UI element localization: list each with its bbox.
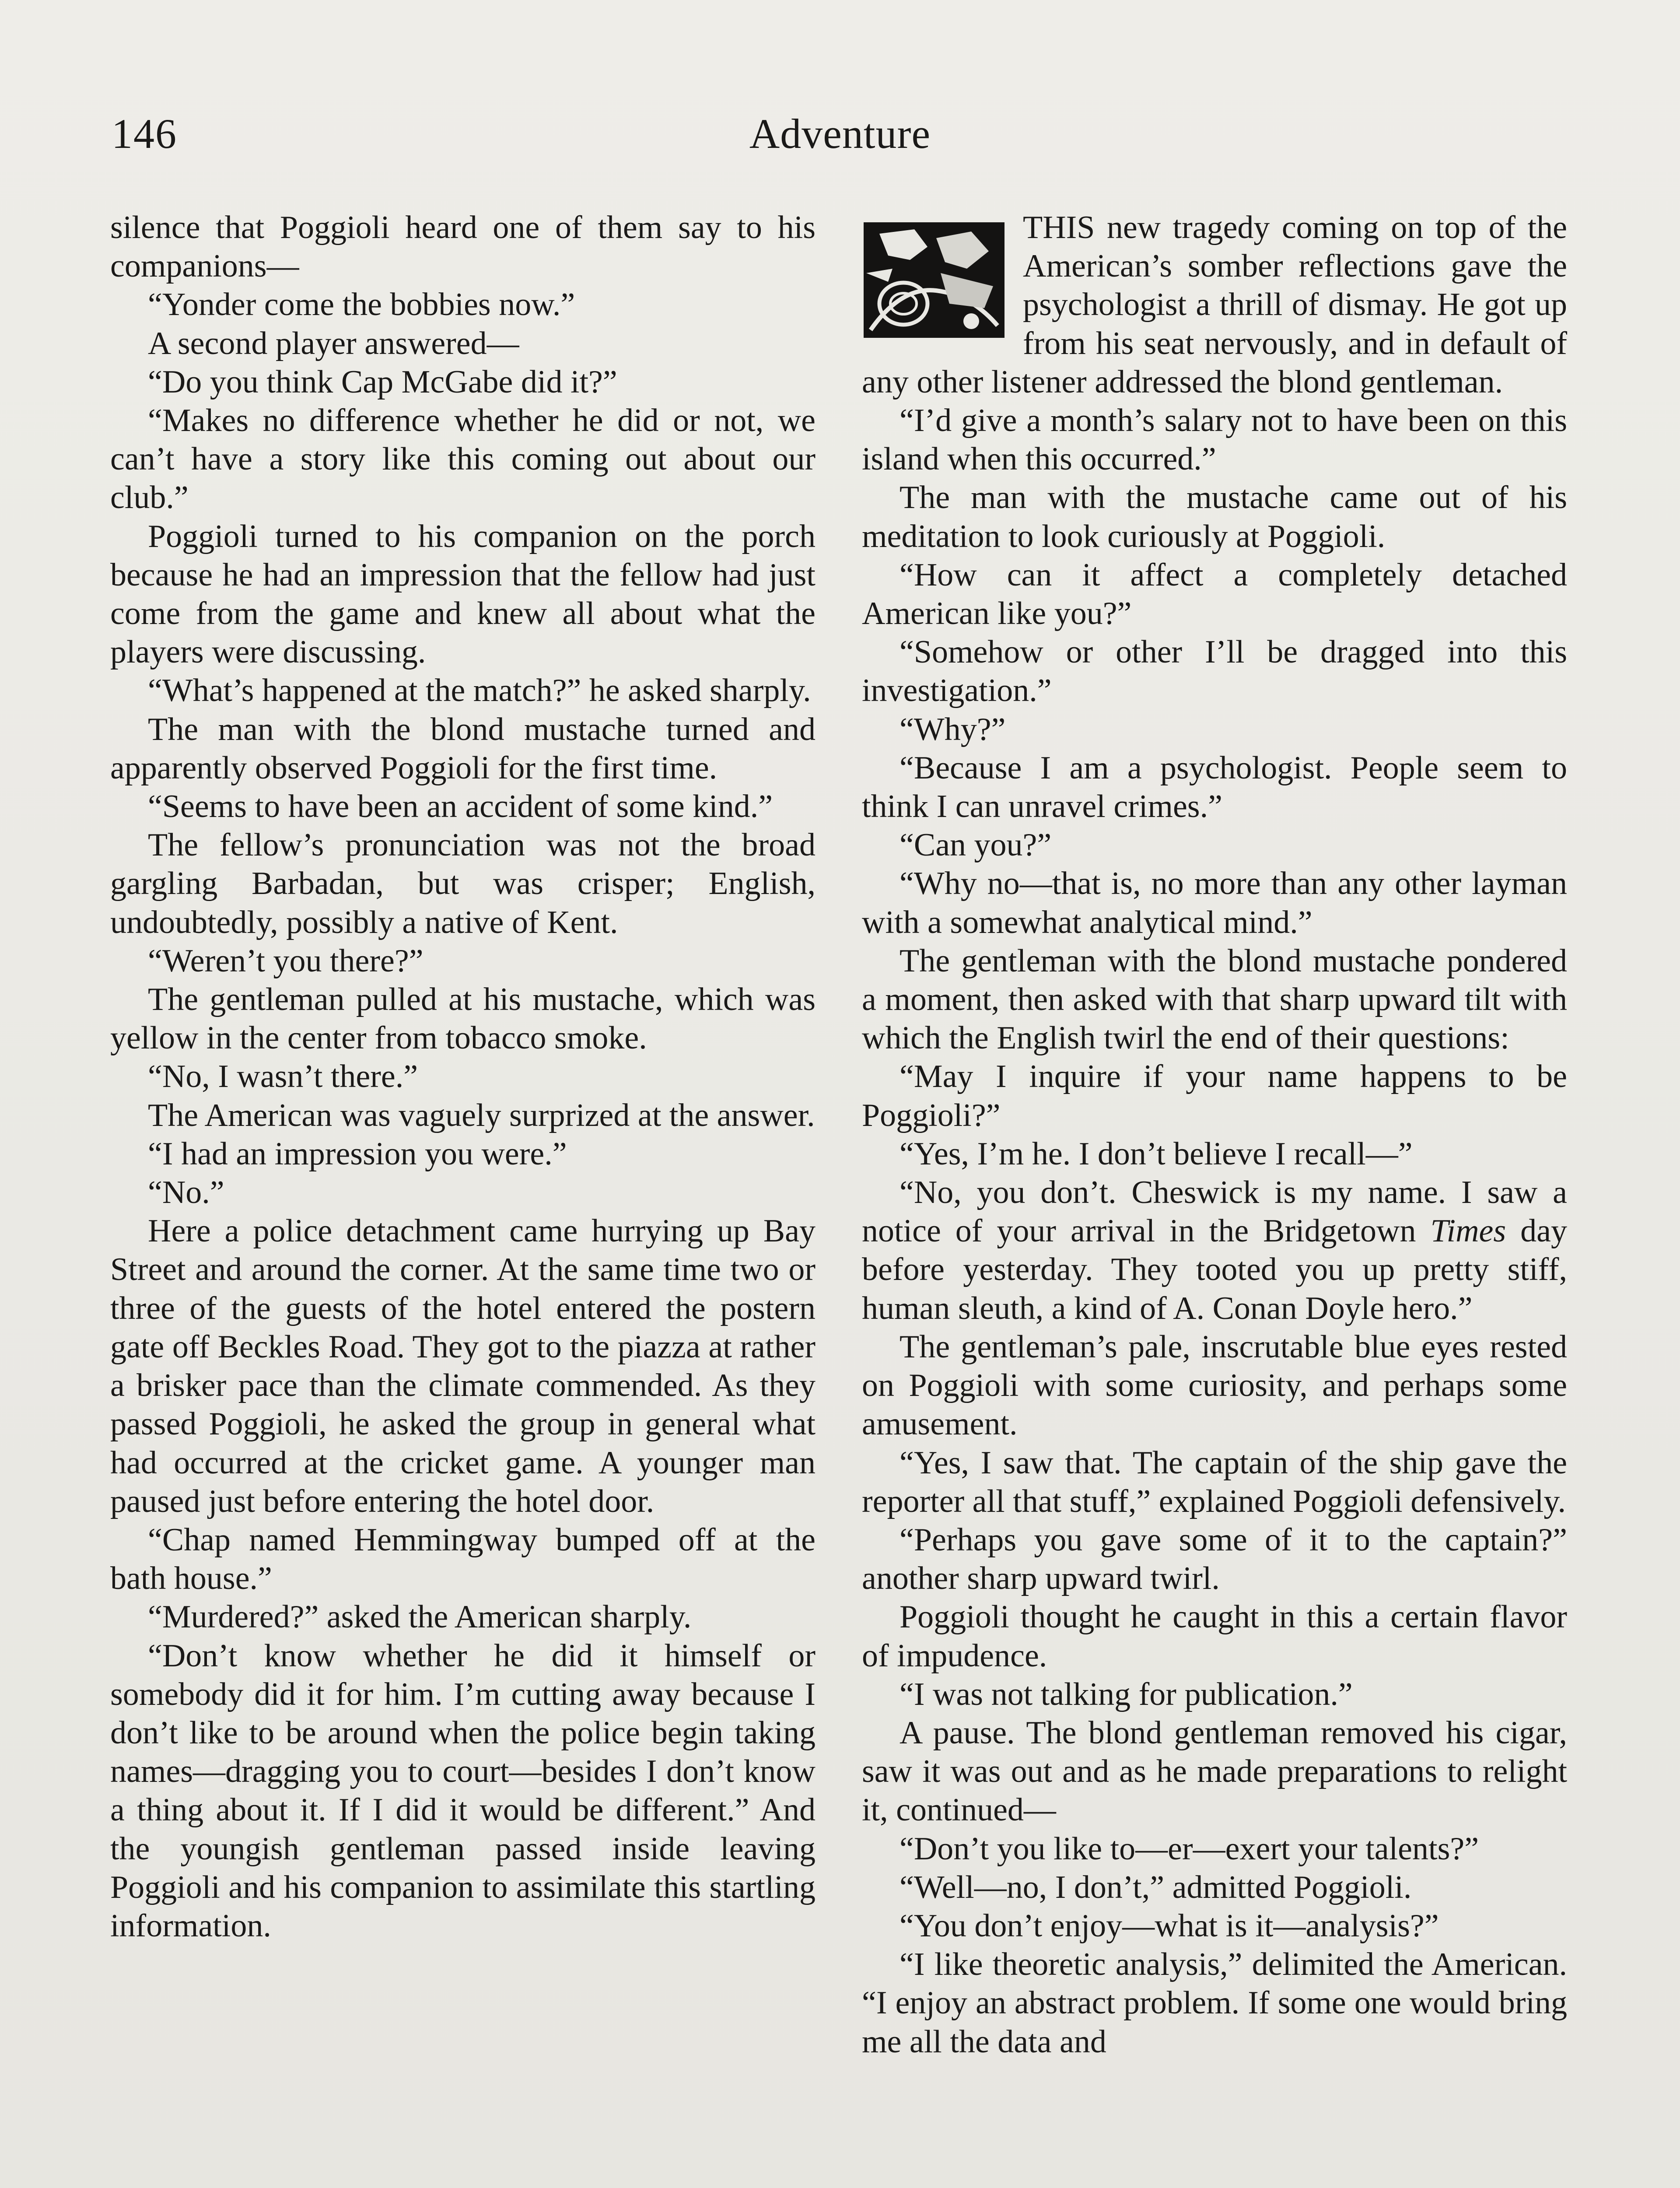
- paragraph: “What’s happened at the match?” he asked sharply.: [148, 673, 811, 709]
- paragraph: The man with the mustache came out of his meditation to look curiously at Poggioli.: [862, 480, 1567, 554]
- paragraph: “Chap named Hemmingway bumped off at the bath house.”: [110, 1522, 816, 1597]
- paragraph: “No.”: [148, 1175, 224, 1211]
- paragraph: silence that Poggioli heard one of them say to his companions—: [110, 210, 816, 284]
- paragraph: “I’d give a month’s salary not to have been on this island when this occurred.”: [862, 403, 1567, 477]
- paragraph: “Don’t know whether he did it himself or somebody did it for him. I’m cutting away because I don’t like to be around when the police begin taking names—dragging you to court—besides I don’t know a thing about it. If I did it would be different.” And the youngish gentleman passed inside leaving Poggioli and his companion to assimilate this startling information.: [110, 1637, 816, 1944]
- left-column: [110, 208, 816, 1945]
- paragraph: “I had an impression you were.”: [148, 1136, 567, 1172]
- paragraph: “Weren’t you there?”: [148, 943, 424, 979]
- paragraph: “Seems to have been an accident of some kind.”: [148, 789, 773, 825]
- paragraph: “Yes, I’m he. I don’t believe I recall—”: [900, 1136, 1413, 1172]
- paragraph: “You don’t enjoy—what is it—analysis?”: [900, 1907, 1439, 1944]
- paragraph: “How can it affect a completely detached American like you?”: [862, 557, 1567, 632]
- paragraph: “Do you think Cap McGabe did it?”: [148, 364, 617, 400]
- paragraph: “Why?”: [900, 711, 1006, 747]
- paragraph: “Well—no, I don’t,” admitted Poggioli.: [900, 1869, 1412, 1905]
- paragraph: “Makes no difference whether he did or not, we can’t have a story like this coming out about our club.”: [110, 403, 816, 516]
- paragraph: “No, I wasn’t there.”: [148, 1059, 418, 1095]
- paragraph: Poggioli turned to his companion on the porch because he had an impression that the fellow had just come from the game and knew all about what the players were discussing.: [110, 518, 816, 670]
- paragraph: “Why no—that is, no more than any other layman with a somewhat analytical mind.”: [862, 866, 1567, 940]
- paragraph: The gentleman’s pale, inscrutable blue eyes rested on Poggioli with some curiosity, and perhaps some amusement.: [862, 1329, 1567, 1442]
- opening-paragraph: THIS new tragedy coming on top of the American’s somber reflections gave the psychologist a thrill of dismay. He got up from his seat nervously, and in default of any other listener addressed the blond gentleman.: [862, 210, 1567, 400]
- woodcut-illustration-icon: [862, 221, 1006, 340]
- paragraph: A pause. The blond gentleman removed his cigar, saw it was out and as he made preparations to relight it, continued—: [862, 1715, 1567, 1828]
- paragraph: Here a police detachment came hurrying up Bay Street and around the corner. At the same time two or three of the guests of the hotel entered the postern gate off Beckles Road. They got to the piazza at rather a brisker pace than the climate commended. As they passed Poggioli, he asked the group in general what had occurred at the cricket game. A younger man paused just before entering the hotel door.: [110, 1213, 816, 1519]
- paragraph: The man with the blond mustache turned and apparently observed Poggioli for the first time.: [110, 711, 816, 786]
- paragraph: The American was vaguely surprized at the answer.: [148, 1097, 815, 1133]
- paragraph: “May I inquire if your name happens to be Poggioli?”: [862, 1059, 1567, 1133]
- paragraph: “Yonder come the bobbies now.”: [148, 287, 575, 323]
- paragraph: “Because I am a psychologist. People seem to think I can unravel crimes.”: [862, 750, 1567, 825]
- ornamental-initial-illustration: [862, 221, 1006, 340]
- page-header: [112, 109, 1568, 162]
- paragraph: The fellow’s pronunciation was not the broad gargling Barbadan, but was crisper; English, undoubtedly, possibly a native of Kent.: [110, 827, 816, 940]
- paragraph: “I like theoretic analysis,” delimited the American. “I enjoy an abstract problem. If some one would bring me all the data and: [862, 1946, 1567, 2060]
- paragraph: “I was not talking for publication.”: [900, 1676, 1353, 1712]
- paragraph: The gentleman with the blond mustache pondered a moment, then asked with that sharp upward tilt with which the English twirl the end of their questions:: [862, 943, 1567, 1056]
- paragraph: “Don’t you like to—er—exert your talents?”: [900, 1830, 1479, 1867]
- paragraph: A second player answered—: [148, 325, 519, 361]
- right-column: [862, 208, 1567, 2061]
- paragraph: “Murdered?” asked the American sharply.: [148, 1599, 692, 1635]
- paragraph: “Somehow or other I’ll be dragged into this investigation.”: [862, 634, 1567, 709]
- paragraph: “Yes, I saw that. The captain of the ship gave the reporter all that stuff,” explained Poggioli defensively.: [862, 1445, 1567, 1519]
- paragraph: The gentleman pulled at his mustache, which was yellow in the center from tobacco smoke.: [110, 982, 816, 1056]
- running-title: Adventure: [749, 110, 931, 157]
- newspaper-title: Times: [1430, 1213, 1506, 1249]
- paragraph: Poggioli thought he caught in this a certain flavor of impudence.: [862, 1599, 1567, 1674]
- paragraph: “No, you don’t. Cheswick is my name. I saw a notice of your arrival in the Bridgetown Times day before yesterday. They tooted you up pretty stiff, human sleuth, a kind of A. Conan Doyle hero.”: [862, 1175, 1567, 1326]
- paragraph: “Can you?”: [900, 827, 1052, 863]
- paragraph: “Perhaps you gave some of it to the captain?” another sharp upward twirl.: [862, 1522, 1567, 1597]
- page-number: 146: [112, 110, 177, 157]
